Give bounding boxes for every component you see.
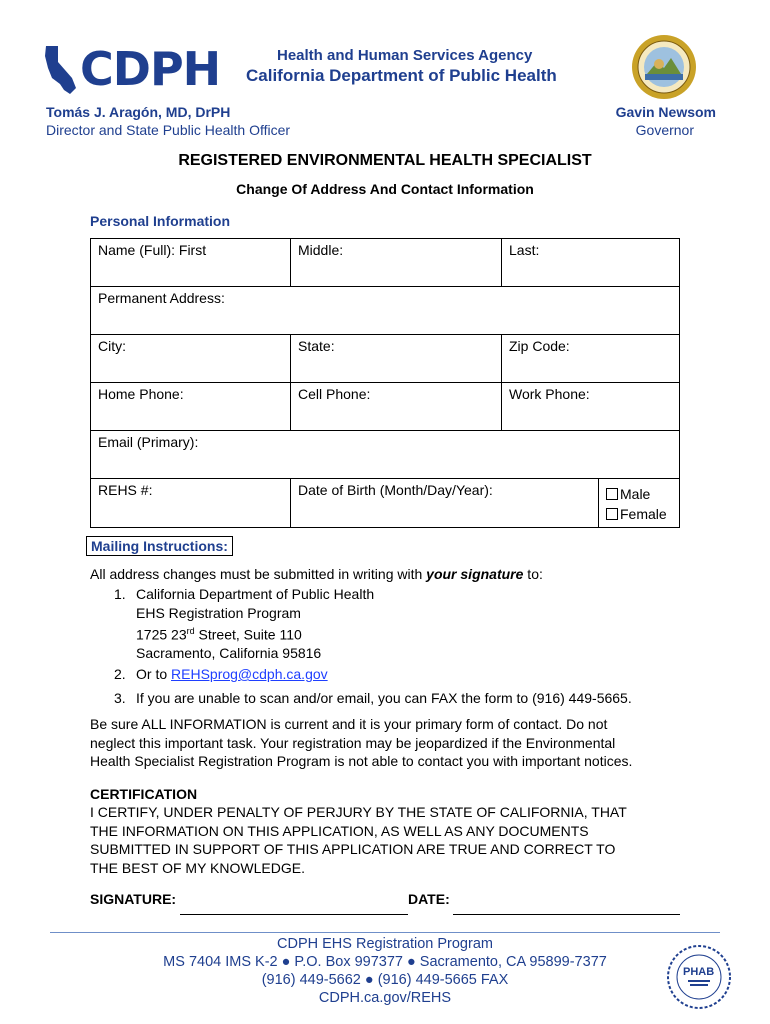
rehs-label: REHS #:	[98, 482, 153, 498]
address-line: Sacramento, California 95816	[136, 645, 322, 662]
mail-option-2	[114, 665, 126, 684]
address-line: California Department of Public Health	[136, 586, 375, 602]
city-row	[91, 335, 679, 383]
zip-field[interactable]	[502, 335, 679, 382]
dob-field[interactable]	[291, 479, 599, 527]
cell-phone-field[interactable]	[291, 383, 502, 430]
signature-line[interactable]	[180, 914, 408, 915]
first-name-label: Name (Full): First	[98, 242, 207, 258]
date-label: DATE:	[408, 891, 450, 907]
email-field[interactable]	[91, 431, 679, 478]
last-name-field[interactable]	[502, 239, 679, 286]
phab-accreditation-badge	[666, 944, 732, 1010]
phab-label: PHAB	[683, 966, 715, 978]
rehs-row	[91, 479, 679, 527]
mail-option-3	[114, 689, 126, 708]
mailing-intro	[90, 565, 543, 584]
certification-heading: CERTIFICATION	[90, 786, 198, 802]
signature-label: SIGNATURE:	[90, 891, 177, 907]
middle-name-label: Middle:	[298, 242, 344, 258]
logo-wordmark: CDPH	[80, 42, 221, 96]
important-notice: Be sure ALL INFORMATION is current and it is your primary form of contact. Do not neglect this important task. Your registration may be jeopardized if the Environmental Health Specialist Registration Program is not able to contact you with important notices.	[90, 716, 633, 769]
zip-label: Zip Code:	[509, 338, 570, 354]
address-field[interactable]	[91, 287, 679, 334]
cell-phone-label: Cell Phone:	[298, 386, 371, 402]
home-phone-label: Home Phone:	[98, 386, 184, 402]
address-line: EHS Registration Program	[136, 604, 301, 621]
rehs-field[interactable]	[91, 479, 291, 527]
email-row	[91, 431, 679, 479]
mail-address-block	[136, 585, 374, 663]
work-phone-field[interactable]	[502, 383, 679, 430]
home-phone-field[interactable]	[91, 383, 291, 430]
footer-address: MS 7404 IMS K-2 ● P.O. Box 997377 ● Sacramento, CA 95899-7377	[163, 954, 607, 970]
city-label: City:	[98, 338, 126, 354]
agency-name: Health and Human Services Agency	[277, 47, 533, 64]
male-label: Male	[620, 486, 651, 502]
footer-program: CDPH EHS Registration Program	[277, 936, 493, 952]
first-name-field[interactable]	[91, 239, 291, 286]
director-title: Director and State Public Health Officer	[46, 122, 291, 138]
personal-info-form	[90, 238, 680, 528]
department-name: California Department of Public Health	[246, 66, 557, 85]
email-label: Email (Primary):	[98, 434, 199, 450]
item-number: 1.	[114, 586, 126, 602]
address-label: Permanent Address:	[98, 290, 225, 306]
state-field[interactable]	[291, 335, 502, 382]
address-row	[91, 287, 679, 335]
dob-label: Date of Birth (Month/Day/Year):	[298, 482, 493, 498]
middle-name-field[interactable]	[291, 239, 502, 286]
governor-title: Governor	[635, 122, 694, 138]
footer-contact	[100, 935, 670, 1007]
mailing-intro-suffix: to:	[523, 566, 543, 582]
male-checkbox[interactable]	[606, 488, 618, 500]
cdph-logo	[42, 42, 221, 96]
phone-row	[91, 383, 679, 431]
fax-instructions: If you are unable to scan and/or email, you can FAX the form to (916) 449-5665.	[136, 690, 632, 706]
female-checkbox[interactable]	[606, 508, 618, 520]
state-seal-icon	[631, 34, 697, 100]
footer-phone: (916) 449-5662 ● (916) 449-5665 FAX	[261, 972, 509, 988]
email-prefix: Or to	[136, 666, 172, 682]
california-state-icon	[42, 44, 80, 96]
last-name-label: Last:	[509, 242, 540, 258]
certification-text: I CERTIFY, UNDER PENALTY OF PERJURY BY THE STATE OF CALIFORNIA, THAT THE INFORMATION ON THIS APPLICATION, AS WELL AS ANY DOCUMENTS SUBMITTED IN SUPPORT OF THIS APPLICATION ARE TRUE AND CORRECT TO THE BEST OF MY KNOWLEDGE.	[90, 804, 627, 876]
name-row	[91, 239, 679, 287]
form-subtitle: Change Of Address And Contact Information	[236, 181, 534, 197]
footer-divider	[50, 932, 720, 933]
address-line: 1725 23rd Street, Suite 110	[136, 626, 302, 643]
mail-option-2-text	[136, 665, 328, 684]
mail-option-1	[114, 585, 126, 604]
female-label: Female	[620, 506, 667, 522]
mailing-intro-emphasis: your signature	[426, 566, 524, 582]
form-title: REGISTERED ENVIRONMENTAL HEALTH SPECIALIST	[178, 152, 592, 169]
mailing-instructions-label: Mailing Instructions:	[86, 536, 233, 556]
item-number: 2.	[114, 666, 126, 682]
item-number: 3.	[114, 690, 126, 706]
city-field[interactable]	[91, 335, 291, 382]
state-label: State:	[298, 338, 335, 354]
footer-website: CDPH.ca.gov/REHS	[318, 990, 452, 1006]
work-phone-label: Work Phone:	[509, 386, 590, 402]
gender-options	[599, 479, 679, 527]
date-line[interactable]	[453, 914, 680, 915]
director-name: Tomás J. Aragón, MD, DrPH	[46, 104, 231, 120]
male-option[interactable]	[606, 484, 672, 504]
female-option[interactable]	[606, 504, 672, 524]
governor-name: Gavin Newsom	[615, 104, 716, 120]
rehs-email-link[interactable]: REHSprog@cdph.ca.gov	[171, 666, 328, 682]
mailing-intro-prefix: All address changes must be submitted in writing with	[90, 566, 427, 582]
personal-info-heading: Personal Information	[90, 213, 231, 229]
